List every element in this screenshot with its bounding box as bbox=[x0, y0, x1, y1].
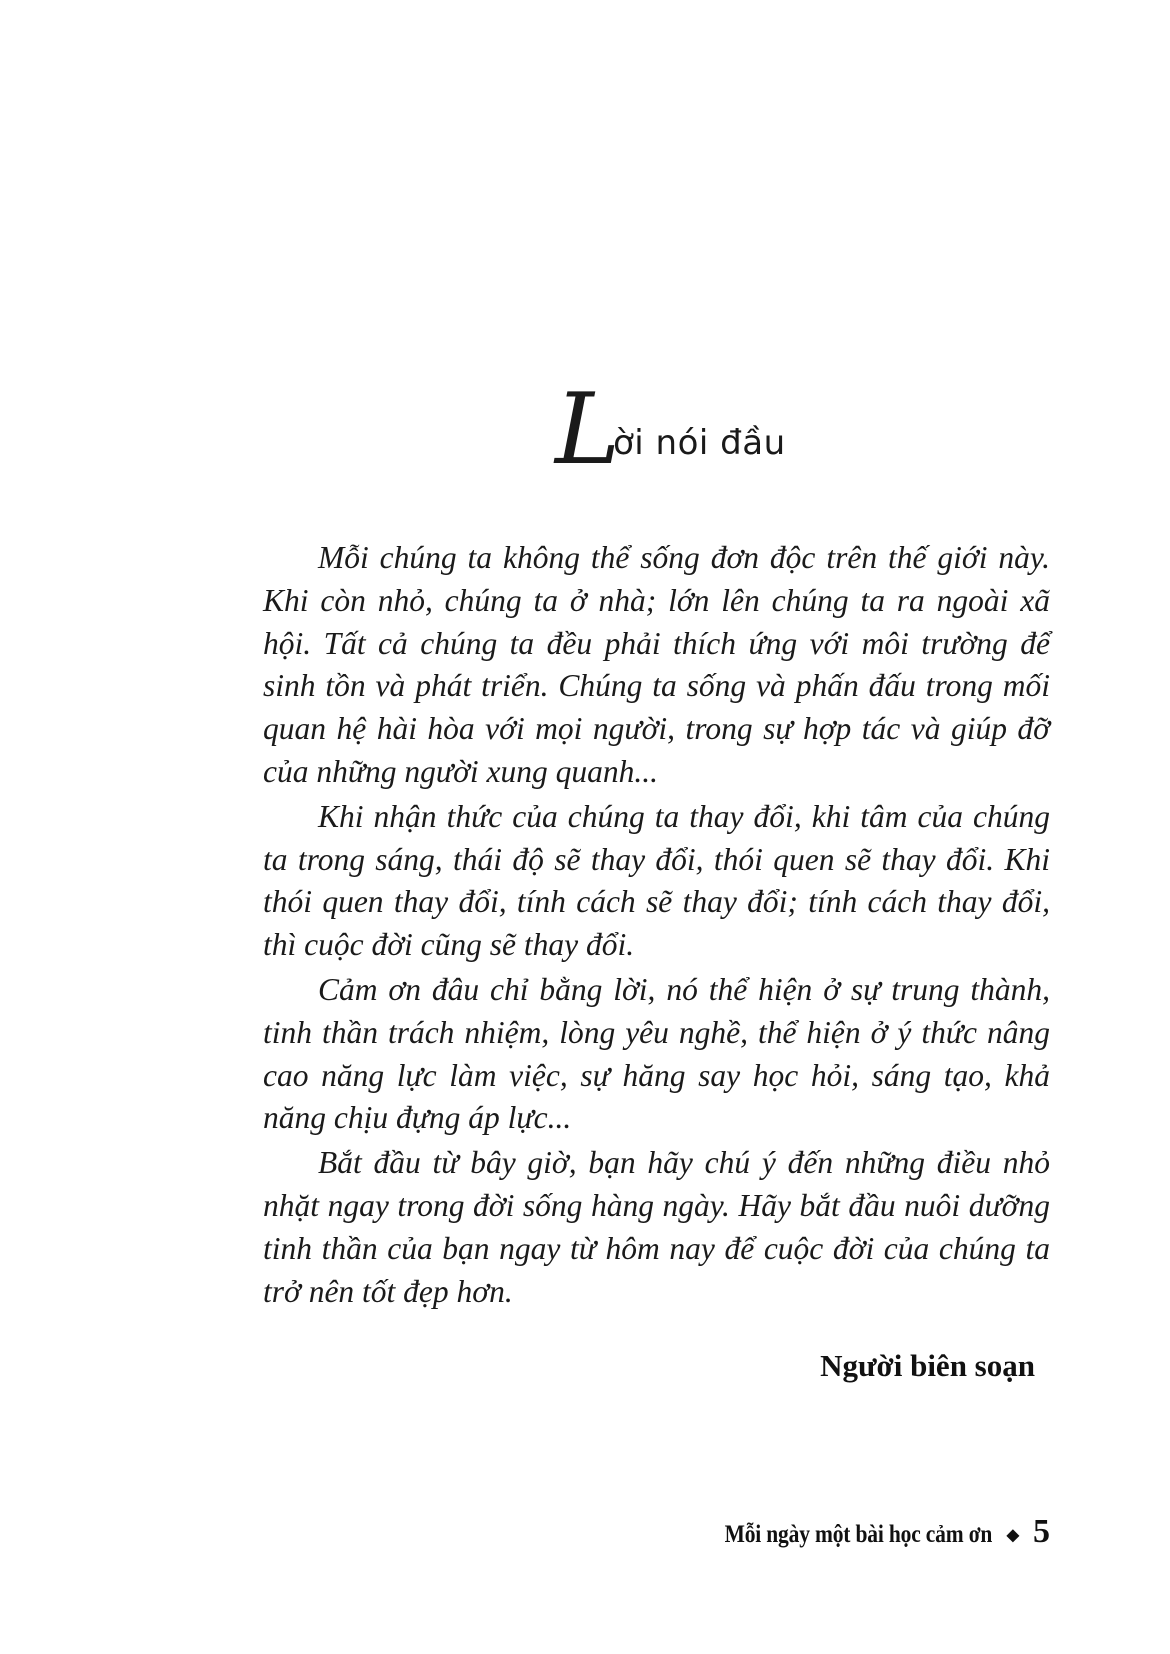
preface-body bbox=[263, 537, 1050, 1315]
page-number: 5 bbox=[1033, 1513, 1050, 1550]
paragraph: Bắt đầu từ bây giờ, bạn hãy chú ý đến những điều nhỏ nhặt ngay trong đời sống hàng ngày. Hãy bắt đầu nuôi dưỡng tinh thần của bạn ngay từ hôm nay để cuộc đời của chúng ta trở nên tốt đẹp hơn. bbox=[263, 1145, 1050, 1309]
paragraph: Mỗi chúng ta không thể sống đơn độc trên thế giới này. Khi còn nhỏ, chúng ta ở nhà; lớn lên chúng ta ra ngoài xã hội. Tất cả chúng ta đều phải thích ứng với môi trường để sinh tồn và phát triển. Chúng ta sống và phấn đấu trong mối quan hệ hài hòa với mọi người, trong sự hợp tác và giúp đỡ của những người xung quanh... bbox=[263, 540, 1050, 789]
page-footer bbox=[681, 1513, 1050, 1551]
paragraph: Khi nhận thức của chúng ta thay đổi, khi tâm của chúng ta trong sáng, thái độ sẽ thay đổi, thói quen sẽ thay đổi. Khi thói quen thay đổi, tính cách sẽ thay đổi; tính cách thay đổi, thì cuộc đời cũng sẽ thay đổi. bbox=[263, 798, 1050, 963]
diamond-icon: ◆ bbox=[1006, 1527, 1019, 1544]
signature: Người biên soạn bbox=[820, 1348, 1035, 1383]
paragraph: Cảm ơn đâu chỉ bằng lời, nó thể hiện ở sự trung thành, tinh thần trách nhiệm, lòng yêu nghề, thể hiện ở ý thức nâng cao năng lực làm việc, sự hăng say học hỏi, sáng tạo, khả năng chịu đựng áp lực... bbox=[263, 971, 1050, 1136]
running-footer-title: Mỗi ngày một bài học cảm ơn bbox=[725, 1521, 993, 1548]
heading-decorative-initial: L bbox=[555, 373, 621, 487]
heading-text: ời nói đầu bbox=[613, 423, 786, 463]
chapter-heading bbox=[555, 373, 815, 487]
